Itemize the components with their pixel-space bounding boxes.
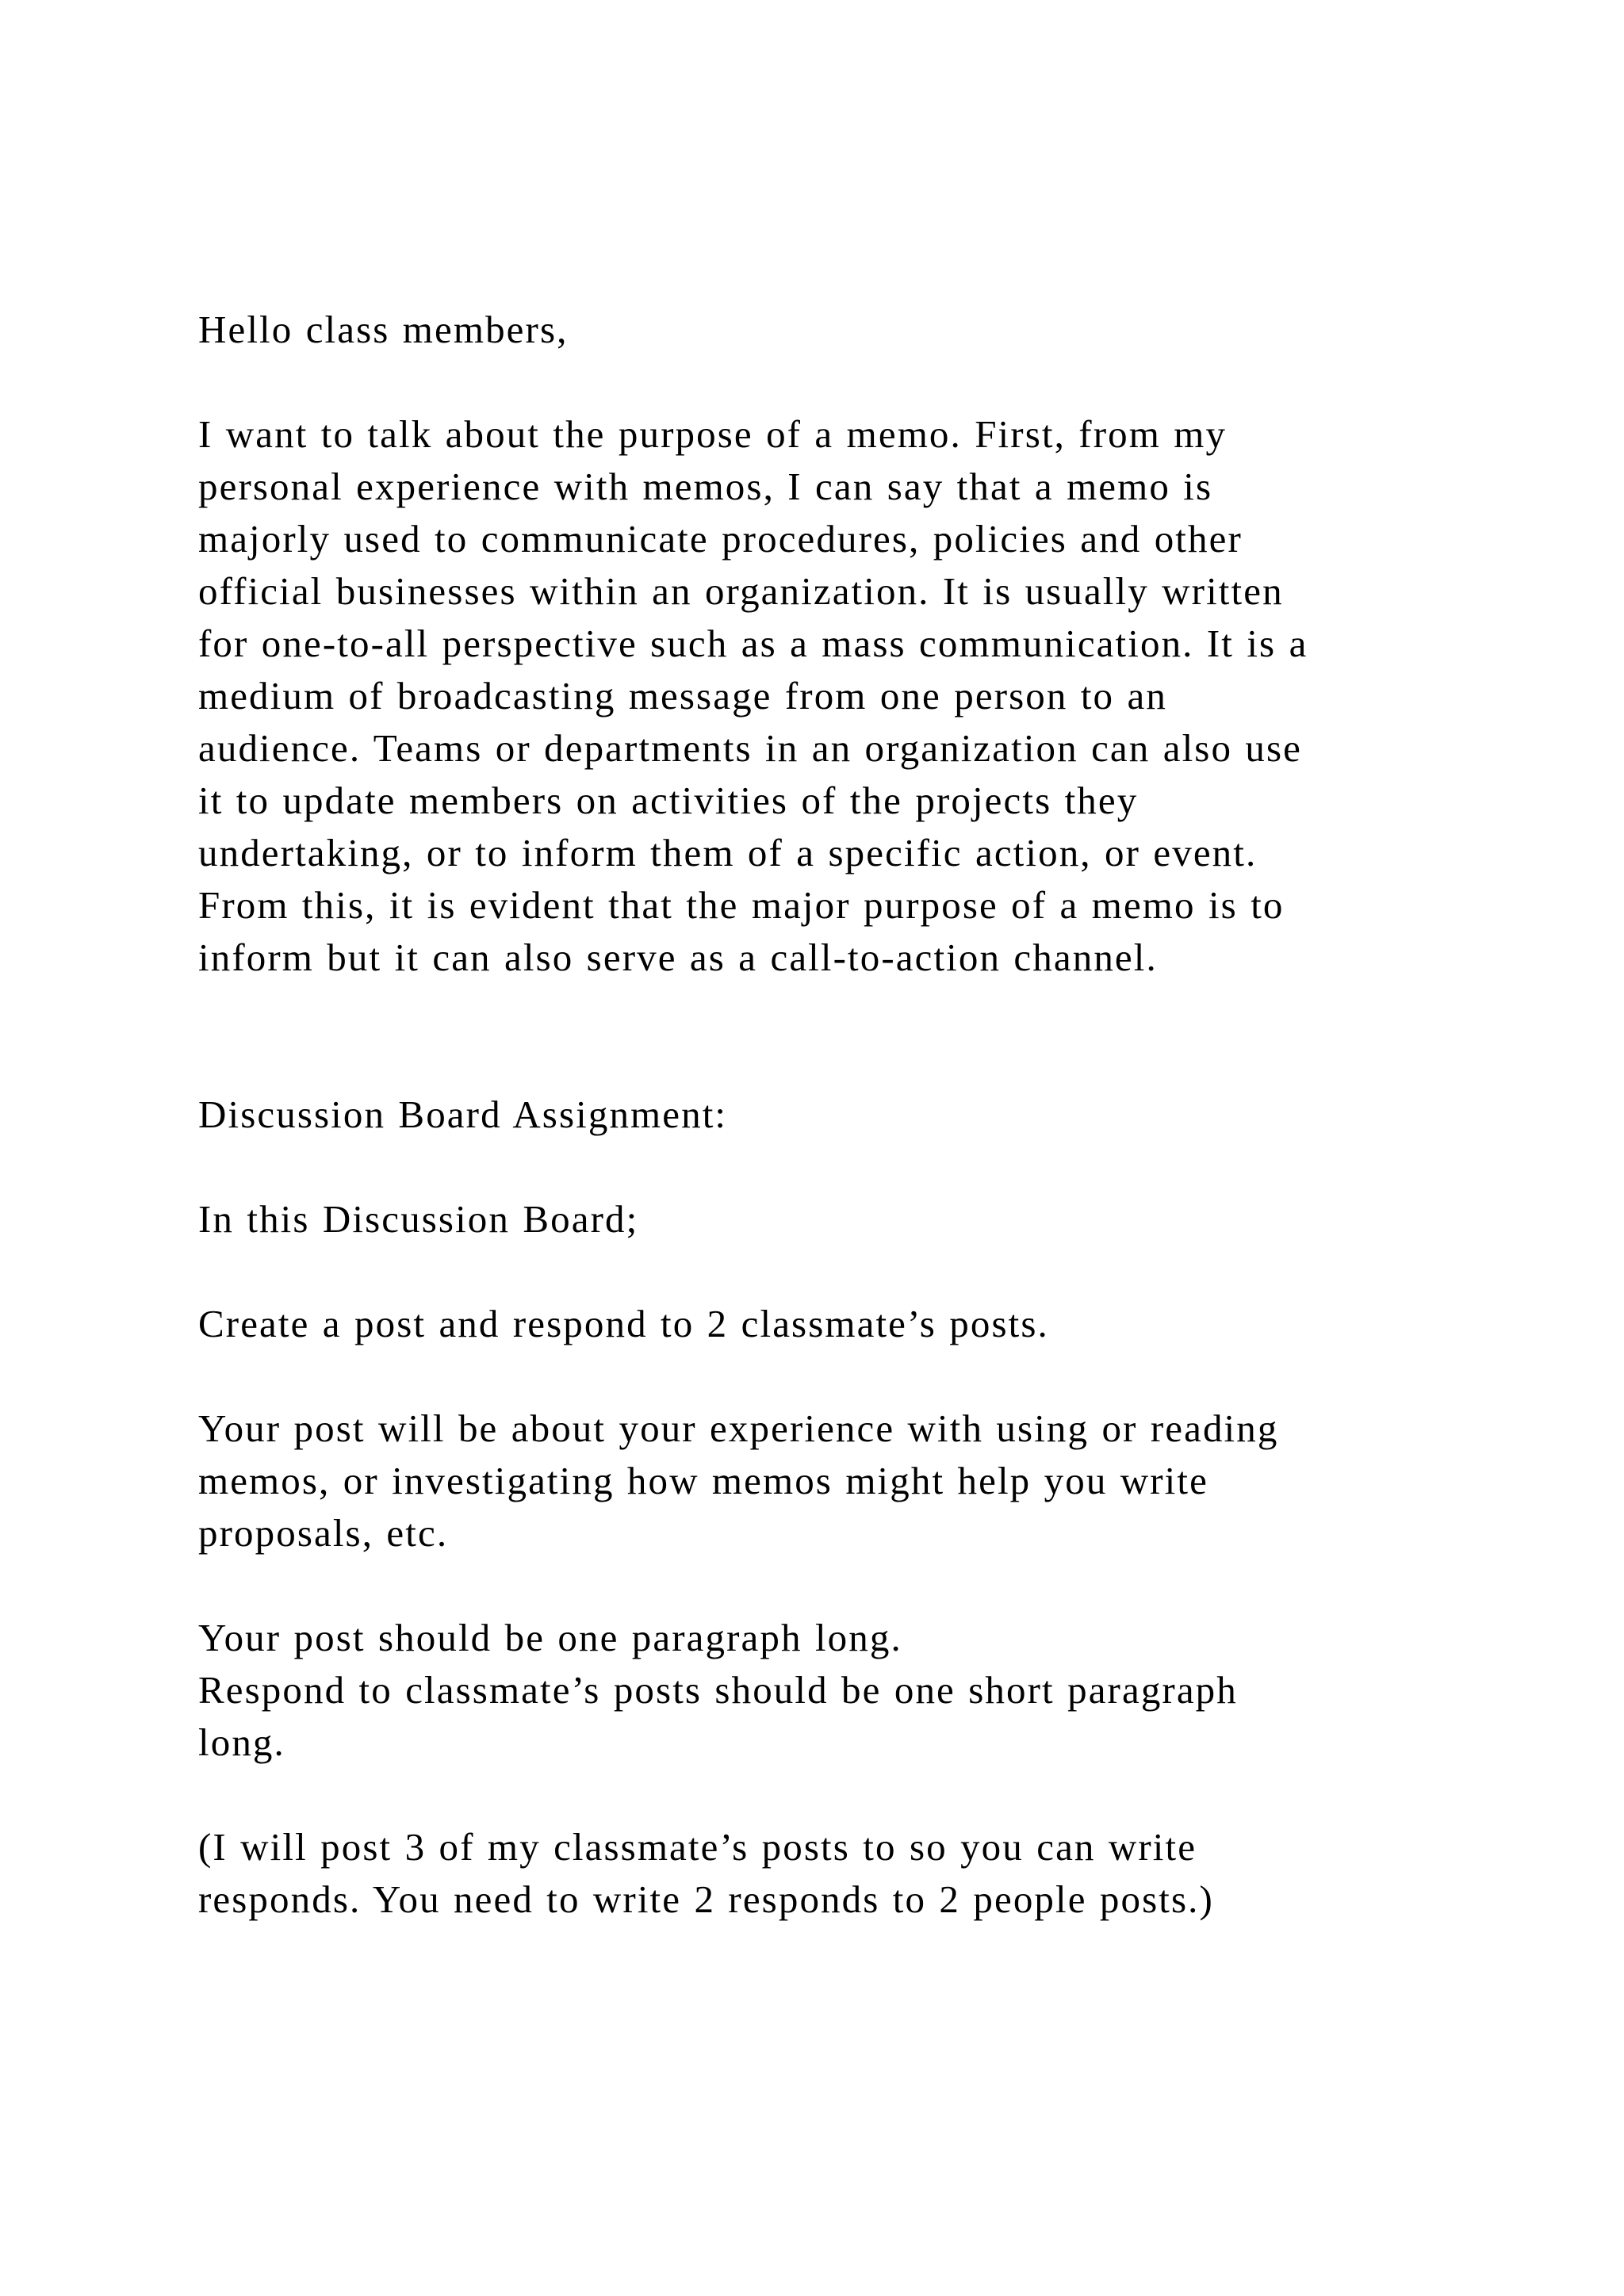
intro-line: I want to talk about the purpose of a memo. First, from my [198,412,1228,456]
intro-paragraph [198,408,1467,984]
assignment-heading: Discussion Board Assignment: [198,1093,728,1136]
note-line: (I will post 3 of my classmate’s posts to so you can write [198,1825,1197,1869]
post-about-line: proposals, etc. [198,1511,449,1555]
greeting: Hello class members, [198,308,569,351]
create-post-line: Create a post and respond to 2 classmate’s posts. [198,1302,1049,1345]
intro-line: inform but it can also serve as a call-to-action channel. [198,936,1158,979]
intro-line: medium of broadcasting message from one person to an [198,674,1167,718]
post-about-line: Your post will be about your experience with using or reading [198,1406,1279,1450]
spacer [198,1350,1467,1402]
spacer [198,356,1467,408]
in-this-board-line: In this Discussion Board; [198,1197,639,1241]
length-rules-paragraph [198,1612,1467,1769]
intro-line: for one-to-all perspective such as a mass communication. It is a [198,622,1308,665]
spacer [198,984,1467,1089]
length-rule-line: long. [198,1720,285,1764]
intro-line: From this, it is evident that the major purpose of a memo is to [198,883,1285,927]
note-line: responds. You need to write 2 responds to 2 people posts.) [198,1877,1214,1921]
note-paragraph [198,1821,1467,1926]
spacer [198,1769,1467,1821]
intro-line: official businesses within an organization. It is usually written [198,569,1284,613]
post-about-paragraph [198,1402,1467,1559]
length-rule-line: Your post should be one paragraph long. [198,1616,902,1659]
spacer [198,1141,1467,1193]
post-about-line: memos, or investigating how memos might help you write [198,1459,1208,1502]
document-body [198,304,1467,1926]
intro-line: personal experience with memos, I can say that a memo is [198,465,1213,508]
intro-line: it to update members on activities of the projects they [198,779,1139,822]
intro-line: audience. Teams or departments in an organization can also use [198,726,1303,770]
intro-line: majorly used to communicate procedures, policies and other [198,517,1243,561]
spacer [198,1559,1467,1612]
length-rule-line: Respond to classmate’s posts should be one short paragraph [198,1668,1238,1712]
spacer [198,1246,1467,1298]
intro-line: undertaking, or to inform them of a specific action, or event. [198,831,1258,874]
